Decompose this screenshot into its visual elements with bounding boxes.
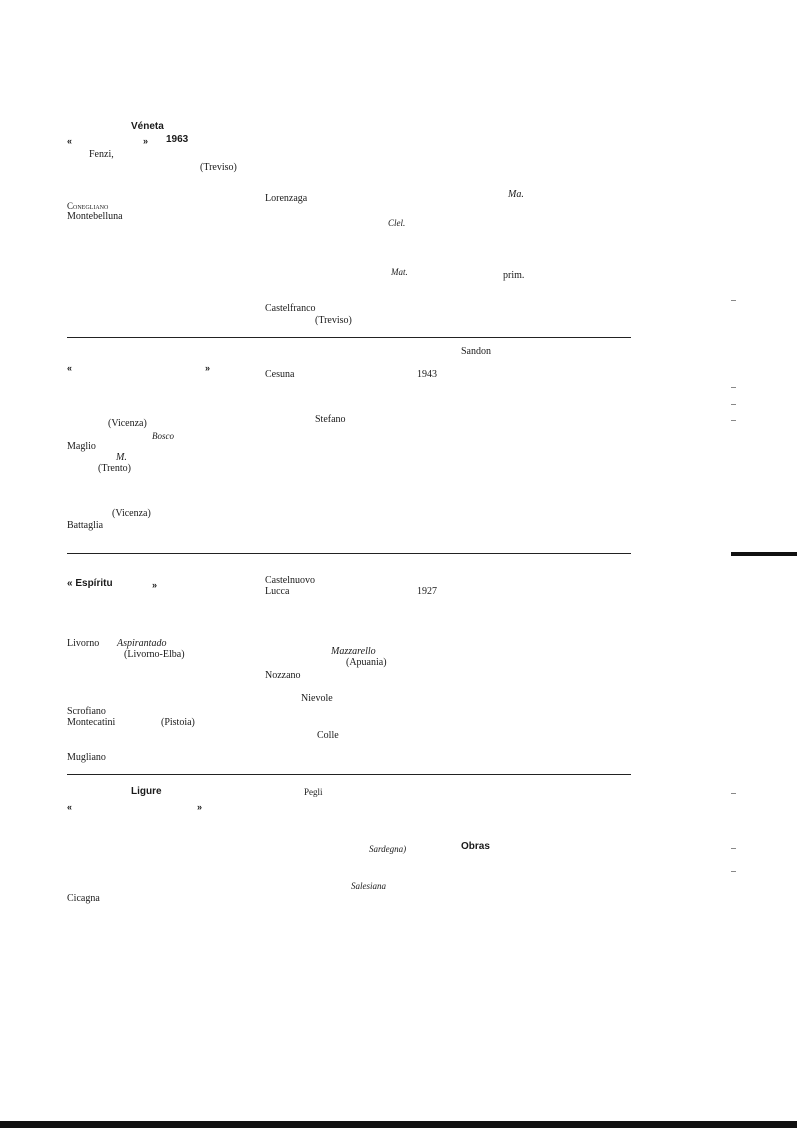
place-colle: Colle xyxy=(317,730,339,741)
abbr-clel: Clel. xyxy=(388,218,406,228)
aspirantado: Aspirantado xyxy=(117,638,167,649)
bottom-edge-bar xyxy=(0,1121,797,1128)
year: 1927 xyxy=(417,586,437,597)
year: 1943 xyxy=(417,369,437,380)
city-cicagna: Cicagna xyxy=(67,893,100,904)
abbr-m: M. xyxy=(116,452,127,463)
section-divider xyxy=(67,553,631,554)
city-scrofiano: Scrofiano xyxy=(67,706,106,717)
place-apuania: (Apuania) xyxy=(346,657,387,668)
margin-mark xyxy=(731,404,736,405)
section-heading: Véneta xyxy=(131,121,164,132)
place-sardegna: Sardegna) xyxy=(369,844,407,854)
quote-close: » xyxy=(143,136,149,146)
margin-mark xyxy=(731,848,736,849)
margin-mark xyxy=(731,793,736,794)
abbr-prim: prim. xyxy=(503,270,525,281)
section-divider xyxy=(67,337,631,338)
place-maglio: Maglio xyxy=(67,441,96,452)
margin-mark xyxy=(731,871,736,872)
quote-close: » xyxy=(152,580,158,590)
place-treviso: (Treviso) xyxy=(315,315,352,326)
city-nozzano: Nozzano xyxy=(265,670,301,681)
place-vicenza: (Vicenza) xyxy=(108,418,147,429)
place-livorno-elba: (Livorno-Elba) xyxy=(124,649,185,660)
abbr-mat: Mat. xyxy=(391,267,408,277)
mazzarello: Mazzarello xyxy=(331,646,376,657)
obras: Obras xyxy=(461,841,490,852)
abbr-ma: Ma. xyxy=(508,189,524,200)
name-stefano: Stefano xyxy=(315,414,346,425)
section-heading: Ligure xyxy=(131,786,162,797)
city-montecatini: Montecatini xyxy=(67,717,116,728)
quote-close: » xyxy=(197,802,203,812)
city-livorno: Livorno xyxy=(67,638,100,649)
city-lucca: Lucca xyxy=(265,586,290,597)
city-sandon: Sandon xyxy=(461,346,491,357)
section-heading: « Espíritu xyxy=(67,578,113,589)
salesiana: Salesiana xyxy=(351,881,386,891)
place-battaglia: Battaglia xyxy=(67,520,104,531)
place-nievole: Nievole xyxy=(301,693,333,704)
city-lorenzaga: Lorenzaga xyxy=(265,193,308,204)
place: (Treviso) xyxy=(200,162,237,173)
quote-close: » xyxy=(205,363,211,373)
city-castelfranco: Castelfranco xyxy=(265,303,316,314)
quote-open: « xyxy=(67,363,73,373)
edge-bar xyxy=(731,552,797,556)
city-pegli: Pegli xyxy=(304,787,323,797)
place-pistoia: (Pistoia) xyxy=(161,717,195,728)
section-divider xyxy=(67,774,631,775)
place-vicenza-2: (Vicenza) xyxy=(112,508,151,519)
city-montebelluna: Montebelluna xyxy=(67,211,123,222)
city-conegliano: Conegliano xyxy=(67,201,109,211)
margin-mark xyxy=(731,300,736,301)
city-castelnuovo: Castelnuovo xyxy=(265,575,315,586)
margin-mark xyxy=(731,387,736,388)
city-mugliano: Mugliano xyxy=(67,752,106,763)
year: 1963 xyxy=(166,134,189,145)
quote-open: « xyxy=(67,136,73,146)
person-name: Fenzi, xyxy=(89,149,114,160)
place-trento: (Trento) xyxy=(98,463,131,474)
city-cesuna: Cesuna xyxy=(265,369,295,380)
margin-mark xyxy=(731,420,736,421)
place-bosco: Bosco xyxy=(152,431,174,441)
quote-open: « xyxy=(67,802,73,812)
